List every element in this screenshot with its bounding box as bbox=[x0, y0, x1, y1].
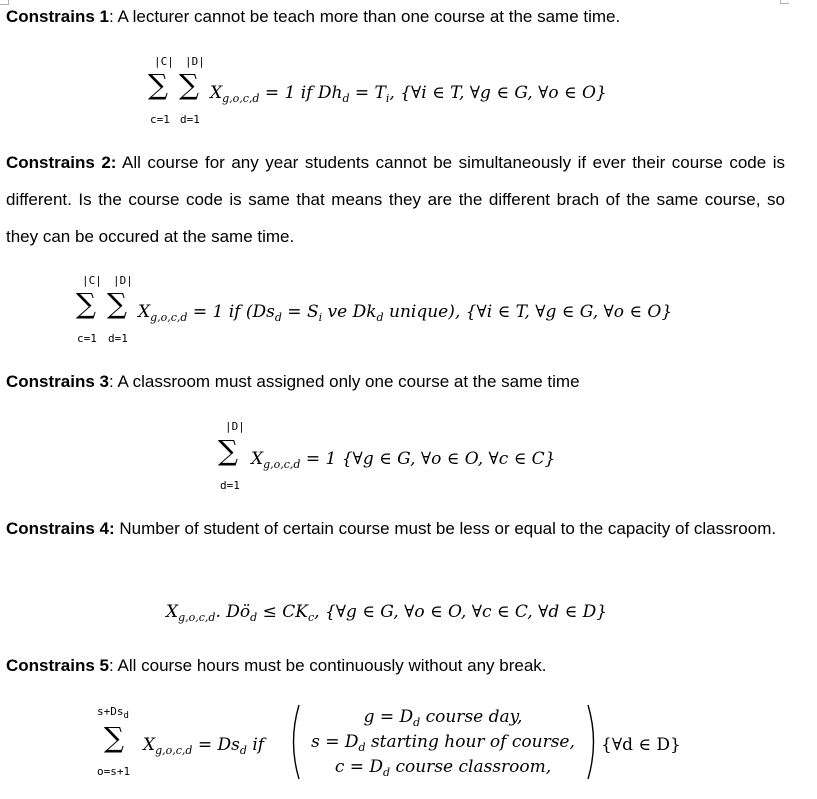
c5-upper-limit: $s+Ds_d$ bbox=[97, 705, 129, 721]
c1-lower-c: c=1 bbox=[150, 113, 170, 126]
constraint-2-paragraph bbox=[6, 144, 785, 255]
c2-lower-c: c=1 bbox=[77, 332, 97, 345]
constraint-2-text: All course for any year students cannot be simultaneously if ever their course code is different. Is the course code is same that means they are the different brach of the same course, so they can be occured at the same time. bbox=[6, 153, 785, 246]
c2-sum-symbol-2: ∑ bbox=[107, 287, 127, 320]
constraint-3-label: Constrains 3 bbox=[6, 372, 109, 391]
constraint-1-label: Constrains 1 bbox=[6, 7, 109, 26]
constraint-5-paragraph bbox=[6, 647, 547, 684]
constraint-3-paragraph bbox=[6, 363, 580, 400]
c1-upper-d: |D| bbox=[185, 55, 205, 68]
constraint-4-label: Constrains 4: bbox=[6, 519, 115, 538]
c3-upper-d: |D| bbox=[225, 420, 245, 433]
c3-sum-symbol: ∑ bbox=[218, 434, 238, 467]
c1-lower-d: d=1 bbox=[180, 113, 200, 126]
c3-formula: $X_{g,o,c,d} = 1$ {∀g ∈ G, ∀o ∈ O, ∀c ∈ C} bbox=[251, 449, 556, 471]
c5-right-paren bbox=[586, 703, 600, 781]
c5-formula: $X_{g,o,c,d} = Ds_d$ if bbox=[143, 735, 265, 757]
constraint-2-label: Constrains 2: bbox=[6, 153, 117, 172]
constraint-1-paragraph bbox=[6, 0, 620, 35]
c5-case-day: $g = D_d$ course day, bbox=[363, 707, 523, 729]
c1-sum-symbol-1: ∑ bbox=[148, 68, 168, 101]
c2-formula: $X_{g,o,c,d} = 1$ if ($Ds_d = S_i$ ve $Dk_d$ unique), {∀i ∈ T, ∀g ∈ G, ∀o ∈ O} bbox=[138, 302, 673, 324]
c5-domain: {∀d ∈ D} bbox=[601, 735, 681, 755]
c4-formula: $X_{g,o,c,d}$. $Dö_d \le CK_c$, {∀g ∈ G, ∀o ∈ O, ∀c ∈ C, ∀d ∈ D} bbox=[166, 602, 608, 624]
c5-lower-limit: o=s+1 bbox=[97, 765, 131, 778]
c2-upper-c: |C| bbox=[82, 274, 102, 287]
c1-formula: $X_{g,o,c,d} = 1$ if $Dh_d = T_i$, {∀i ∈ T, ∀g ∈ G, ∀o ∈ O} bbox=[210, 83, 607, 105]
page-corner-mark-right bbox=[780, 0, 789, 4]
c5-case-classroom: $c = D_d$ course classroom, bbox=[334, 757, 552, 779]
c2-upper-d: |D| bbox=[113, 274, 133, 287]
constraint-5-text: : All course hours must be continuously without any break. bbox=[108, 656, 547, 675]
constraint-4-text: Number of student of certain course must be less or equal to the capacity of classroom. bbox=[114, 519, 777, 538]
c5-sum-symbol: ∑ bbox=[104, 721, 124, 754]
constraint-4-paragraph bbox=[6, 510, 785, 547]
c2-lower-d: d=1 bbox=[108, 332, 128, 345]
c5-case-hour: $s = D_d$ starting hour of course, bbox=[311, 732, 575, 754]
constraint-5-label: Constrains 5 bbox=[6, 656, 109, 675]
c1-sum-symbol-2: ∑ bbox=[179, 68, 199, 101]
c3-lower-d: d=1 bbox=[220, 479, 240, 492]
constraint-3-text: : A classroom must assigned only one course at the same time bbox=[108, 372, 580, 391]
constraint-1-text: : A lecturer cannot be teach more than one course at the same time. bbox=[108, 7, 621, 26]
c2-sum-symbol-1: ∑ bbox=[76, 287, 96, 320]
c1-upper-c: |C| bbox=[154, 55, 174, 68]
